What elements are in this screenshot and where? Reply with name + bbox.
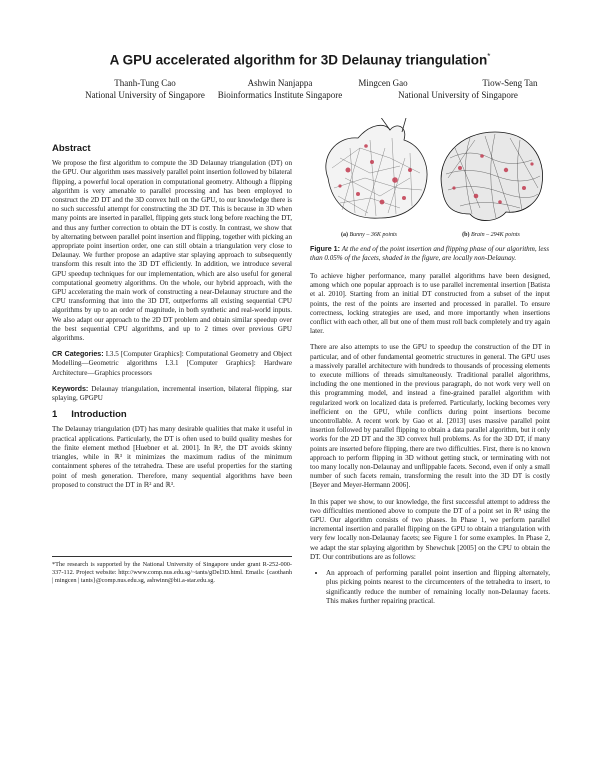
author-name: Thanh-Tung Cao xyxy=(114,78,176,88)
contribution-item: • An approach of performing parallel point insertion and flipping alternately, plus picking points nearest to the circumcenters of the tetrahedra to insert, to significantly reduce the number of remaining locally non-Delaunay facets. This makes further repairing practical. xyxy=(326,569,550,606)
affiliation-shared: National University of Singapore xyxy=(398,90,518,100)
right-paragraph-2: There are also attempts to use the GPU to speedup the construction of the DT in particular, and of other fundamental geometric structures in general. The GPU uses a massively parallel architecture with hundreds to thousands of processing elements to execute millions of threads simultaneously. Traditional parallel algorithms, including the one mentioned in the previous paragraph, do not work very well on this programming model, and instead a fine-grained parallel algorithm with regularized work on localized data is preferred. Particularly, locking becomes very inefficient on the GPU, while conflicts during point insertions become uncontrollable. A recent work by Gao et al. [2013] uses massive parallel point insertion followed by parallel flipping to obtain a data parallel algorithm, but it only works for the 2D DT and the 3D convex hull problems. As for the 3D DT, if many points are inserted before flipping, there are two difficulties. First, there is no known approach to perform flipping in 3D without getting stuck, or terminating with not too many locally non-Delaunay and unflippable facets. Second, even if only a small number of such facets remain, transforming the result into the 3D DT is costly [Beyer and Meyer-Hermann 2006]. xyxy=(310,343,550,490)
cr-categories: CR Categories: I.3.5 [Computer Graphics]: Computational Geometry and Object Modelling—Geometric algorithms I.3.1 [Computer Graphics]: Hardware Architecture—Graphics processors xyxy=(52,350,293,377)
figure-1 xyxy=(310,118,550,238)
brain-mesh-image xyxy=(441,132,543,221)
figure-caption: Figure 1: At the end of the point insertion and flipping phase of our algorithm, less than 0.05% of the facets, shaded in the figure, are locally non-Delaunay. xyxy=(310,245,550,263)
abstract-text: We propose the first algorithm to compute the 3D Delaunay triangulation (DT) on the GPU. Our algorithm uses massively parallel point insertion followed by bilateral flipping, a powerful local operation in computational geometry. Although a flipping algorithm is very amenable to parallel processing and has been employed to construct the 2D DT and the 3D convex hull on the GPU, to our knowledge there is no such successful attempt for constructing the 3D DT. This is because in 3D when many points are inserted in parallel, flipping gets stuck long before reaching the DT, and thus any further correction to obtain the DT is costly. In contrast, we show that by alternating between parallel point insertion and flipping, together with picking an appropriate point insertion order, one can still obtain a triangulation very close to Delaunay. We further propose an adaptive star splaying approach to subsequently transform this result into the 3D DT efficiently. In addition, we introduce several GPU speedup techniques for our implementation, which are also useful for general computational geometry algorithms. On the whole, our hybrid approach, with the GPU accelerating the main work of constructing a near-Delaunay structure and the CPU transforming that into the 3D DT, outperforms all existing sequential CPU algorithms by up to an order of magnitude, in both synthetic and real-world inputs. We also adapt our approach to the 2D DT problem and obtain similar speedup over the best sequential CPU algorithms, and up to 2 times over previous GPU algorithms. xyxy=(52,159,292,343)
author-3 xyxy=(338,77,428,89)
keywords: Keywords: Delaunay triangulation, incremental insertion, bilateral flipping, star splaying, GPGPU xyxy=(52,384,292,403)
author-affiliation: Bioinformatics Institute Singapore xyxy=(217,90,343,100)
subcaption-a: (a) Bunny – 36K points xyxy=(341,232,397,238)
right-paragraph-1: To achieve higher performance, many parallel algorithms have been designed, among which one popular approach is to use parallel incremental insertion [Batista et al. 2010]. Starting from an initial DT constructed from a subset of the input points, the rest of the points are inserted and processed in parallel. To ensure correctness, locking strategies are used, and more importantly when insertions conflict with each other, all but one of them must roll back completely and try again later. xyxy=(310,272,550,336)
right-column xyxy=(310,272,550,606)
footnote: *The research is supported by the National University of Singapore under grant R-252-000-337-112. Project website: http://www.comp.nus.edu.sg/~tants/gDel3D.html. Emails: {caothanh | mingcen | tants}@comp.nus.edu.sg, ashwinn@bii.a-star.edu.sg. xyxy=(52,556,292,585)
figure-images xyxy=(310,118,550,228)
paper-title: A GPU accelerated algorithm for 3D Delaunay triangulation* xyxy=(109,52,491,68)
affiliation-1: National University of Singapore xyxy=(85,90,205,100)
author-1 xyxy=(85,77,205,89)
author-4 xyxy=(455,77,565,89)
right-paragraph-3: In this paper we show, to our knowledge, the first successful attempt to address the two difficulties mentioned above to compute the DT of a point set in ℝ³ using the GPU. Our algorithm consists of two phases. In Phase 1, we perform parallel incremental insertion and parallel flipping on the GPU to obtain a triangulation with very few locally non-Delaunay facets; see Figure 1 for some examples. In Phase 2, we adapt the star splaying algorithm by Shewchuk [2005] on the CPU to obtain the DT. Our contributions are as follows: xyxy=(310,497,550,561)
author-name: Mingcen Gao xyxy=(358,78,408,88)
contributions-list xyxy=(310,569,550,606)
subcaption-b: (b) Brain – 294K points xyxy=(462,232,520,238)
abstract-heading: Abstract xyxy=(52,143,91,154)
title-footnote-mark: * xyxy=(487,52,491,61)
intro-heading: 1 Introduction xyxy=(52,409,127,421)
bunny-mesh-image xyxy=(326,118,427,218)
intro-text: The Delaunay triangulation (DT) has many desirable qualities that make it useful in practical applications. Particularly, the DT is often used to build quality meshes for the finite element method [Huebner et al. 2001]. In ℝ², the DT avoids skinny triangles, while in ℝ³ it minimizes the maximum radius of the minimum containment spheres of the tetrahedra. These are useful properties for the starting point of mesh generation. Therefore, many sequential algorithms have been proposed to construct the DT in ℝ² and ℝ³. xyxy=(52,425,292,489)
author-name: Ashwin Nanjappa xyxy=(247,78,313,88)
author-name: Tiow-Seng Tan xyxy=(482,78,538,88)
left-column xyxy=(52,144,292,497)
